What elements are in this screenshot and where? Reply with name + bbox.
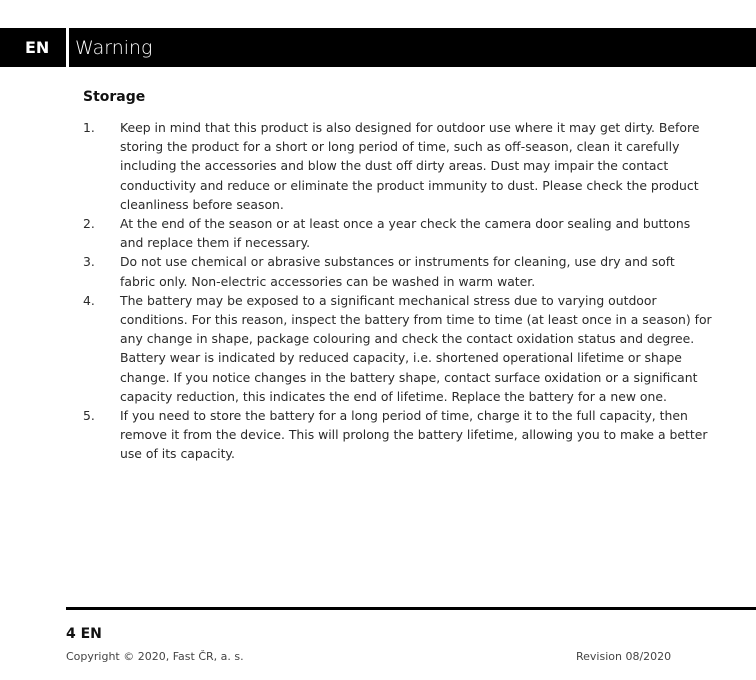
revision: Revision 08/2020	[576, 650, 672, 663]
list-item	[83, 118, 713, 214]
language-tab: EN	[25, 38, 50, 57]
item-number: 5.	[83, 408, 95, 424]
section-title: Storage	[83, 89, 146, 105]
list-item	[83, 291, 713, 406]
list-item	[83, 252, 713, 290]
list-item	[83, 214, 713, 252]
item-text: Keep in mind that this product is also designed for outdoor use where it may get dirty. Before storing the product for a short or long period of time, such as off-season, clean it carefully including the accessories and blow the dust off dirty areas. Dust may impair the contact conductivity and reduce or eliminate the product immunity to dust. Please check the product cleanliness before season.	[120, 120, 700, 212]
list-item	[83, 406, 713, 464]
item-number: 4.	[83, 292, 95, 308]
item-number: 3.	[83, 254, 95, 270]
header-bar	[0, 28, 756, 67]
item-text: Do not use chemical or abrasive substances or instruments for cleaning, use dry and soft fabric only. Non-electric accessories can be washed in warm water.	[120, 254, 675, 289]
header-title: Warning	[75, 36, 153, 59]
footer-rule	[66, 607, 756, 610]
storage-list	[83, 118, 713, 464]
copyright: Copyright © 2020, Fast ČR, a. s.	[66, 650, 244, 663]
page-number: 4 EN	[66, 626, 102, 642]
item-number: 2.	[83, 216, 95, 232]
item-text: If you need to store the battery for a long period of time, charge it to the full capacity, then remove it from the device. This will prolong the battery lifetime, allowing you to make a better use of its capacity.	[120, 408, 708, 462]
item-text: At the end of the season or at least once a year check the camera door sealing and buttons and replace them if necessary.	[120, 216, 691, 251]
item-text: The battery may be exposed to a significant mechanical stress due to varying outdoor conditions. For this reason, inspect the battery from time to time (at least once in a season) for any change in shape, package colouring and check the contact oxidation status and degree. Battery wear is indicated by reduced capacity, i.e. shortened operational lifetime or shape change. If you notice changes in the battery shape, contact surface oxidation or a significant capacity reduction, this indicates the end of lifetime. Replace the battery for a new one.	[120, 292, 712, 404]
tab-divider	[66, 28, 69, 67]
item-number: 1.	[83, 120, 95, 135]
